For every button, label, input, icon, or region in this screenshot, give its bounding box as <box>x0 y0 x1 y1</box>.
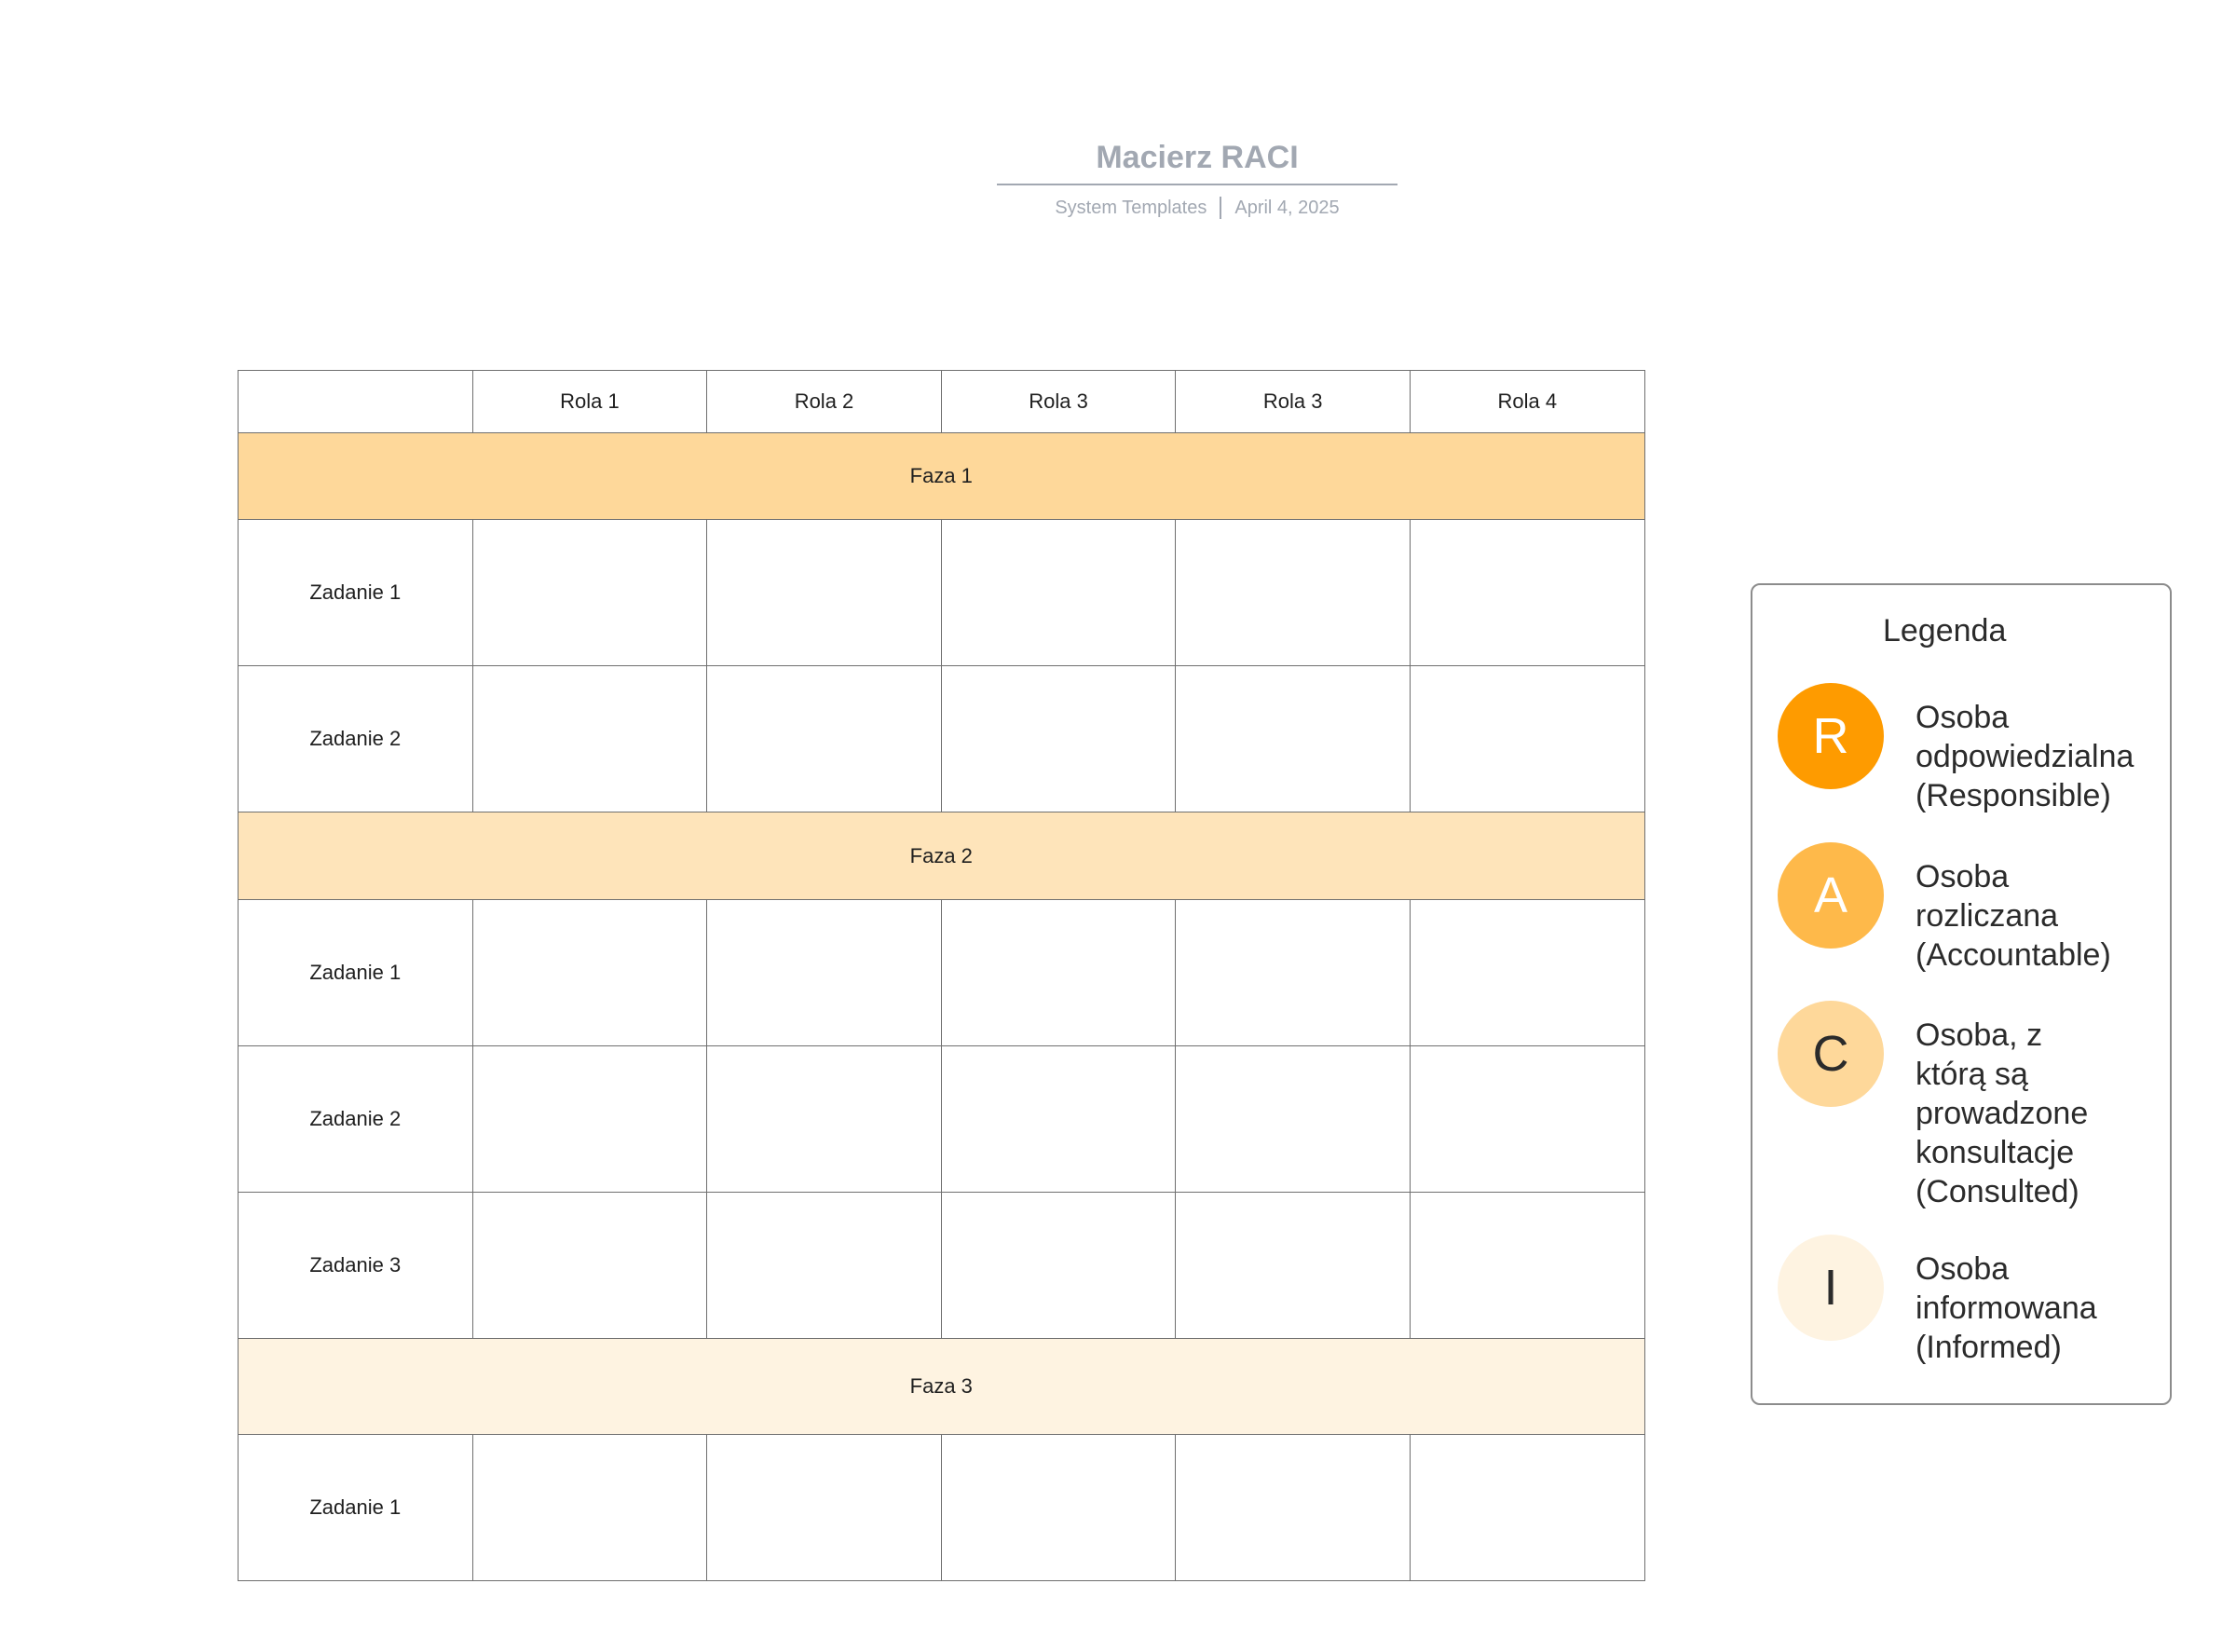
raci-cell[interactable] <box>707 900 942 1046</box>
raci-cell[interactable] <box>941 520 1176 666</box>
raci-cell[interactable] <box>941 666 1176 812</box>
legend-item-text: Osoba informowana (Informed) <box>1916 1251 2097 1365</box>
raci-cell[interactable] <box>1410 900 1644 1046</box>
legend-title: Legenda <box>1883 613 2007 649</box>
task-row <box>239 1193 1645 1339</box>
column-header-role: Rola 4 <box>1410 371 1644 433</box>
raci-cell[interactable] <box>707 1193 942 1339</box>
phase-label: Faza 3 <box>239 1339 1645 1435</box>
legend-item-text: Osoba, z którą są prowadzone konsultacje (Consulted) <box>1916 1017 2089 1209</box>
raci-cell[interactable] <box>1176 666 1411 812</box>
phase-row <box>239 1339 1645 1435</box>
raci-cell[interactable] <box>1410 520 1644 666</box>
raci-matrix <box>238 370 1645 1581</box>
title-underline <box>997 184 1398 185</box>
raci-cell[interactable] <box>1176 520 1411 666</box>
raci-cell[interactable] <box>472 900 707 1046</box>
phase-row <box>239 433 1645 520</box>
page-title: Macierz RACI <box>1096 140 1299 175</box>
column-header-role: Rola 3 <box>1176 371 1411 433</box>
raci-cell[interactable] <box>1176 1193 1411 1339</box>
legend-item-text: Osoba odpowiedzialna (Responsible) <box>1916 700 2134 813</box>
raci-cell[interactable] <box>1410 666 1644 812</box>
legend-badge-c: C <box>1778 1001 1884 1107</box>
task-row <box>239 1046 1645 1193</box>
raci-cell[interactable] <box>1410 1435 1644 1581</box>
meta-divider <box>1220 197 1221 219</box>
task-label: Zadanie 2 <box>239 1046 473 1193</box>
legend-item-text: Osoba rozliczana (Accountable) <box>1916 859 2111 973</box>
raci-cell[interactable] <box>941 900 1176 1046</box>
column-header-role: Rola 1 <box>472 371 707 433</box>
raci-cell[interactable] <box>1410 1193 1644 1339</box>
raci-cell[interactable] <box>707 1435 942 1581</box>
raci-cell[interactable] <box>472 1193 707 1339</box>
raci-cell[interactable] <box>707 666 942 812</box>
raci-cell[interactable] <box>1176 900 1411 1046</box>
task-label: Zadanie 1 <box>239 520 473 666</box>
source-label: System Templates <box>1055 197 1207 218</box>
raci-cell[interactable] <box>1410 1046 1644 1193</box>
corner-cell <box>239 371 473 433</box>
task-label: Zadanie 1 <box>239 1435 473 1581</box>
task-label: Zadanie 2 <box>239 666 473 812</box>
legend-badge-i: I <box>1778 1235 1884 1341</box>
phase-label: Faza 1 <box>239 433 1645 520</box>
raci-cell[interactable] <box>941 1435 1176 1581</box>
phase-row <box>239 812 1645 900</box>
document-meta <box>997 197 1398 219</box>
column-header-role: Rola 2 <box>707 371 942 433</box>
raci-cell[interactable] <box>1176 1046 1411 1193</box>
raci-cell[interactable] <box>472 520 707 666</box>
raci-cell[interactable] <box>472 666 707 812</box>
task-label: Zadanie 1 <box>239 900 473 1046</box>
raci-cell[interactable] <box>941 1046 1176 1193</box>
legend-badge-a: A <box>1778 842 1884 949</box>
raci-cell[interactable] <box>472 1435 707 1581</box>
raci-cell[interactable] <box>707 1046 942 1193</box>
legend-panel <box>1751 583 2172 1405</box>
raci-cell[interactable] <box>1176 1435 1411 1581</box>
task-row <box>239 900 1645 1046</box>
legend-badge-r: R <box>1778 683 1884 789</box>
date-label: April 4, 2025 <box>1234 197 1340 218</box>
task-row <box>239 520 1645 666</box>
phase-label: Faza 2 <box>239 812 1645 900</box>
header-row <box>239 371 1645 433</box>
task-row <box>239 1435 1645 1581</box>
raci-cell[interactable] <box>941 1193 1176 1339</box>
raci-cell[interactable] <box>472 1046 707 1193</box>
raci-cell[interactable] <box>707 520 942 666</box>
column-header-role: Rola 3 <box>941 371 1176 433</box>
task-label: Zadanie 3 <box>239 1193 473 1339</box>
task-row <box>239 666 1645 812</box>
